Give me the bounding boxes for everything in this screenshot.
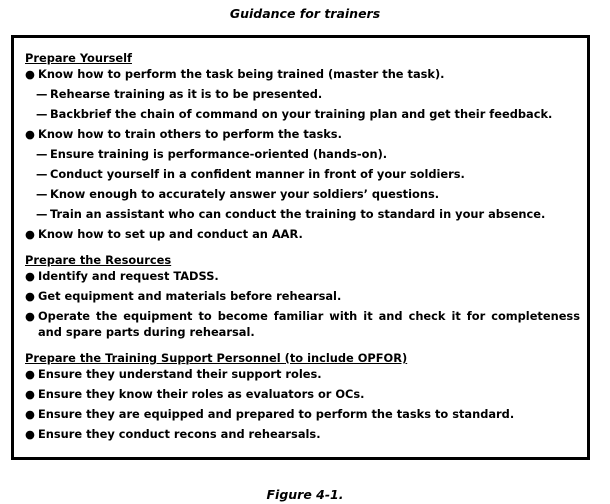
section-heading-text: Prepare Yourself bbox=[25, 51, 132, 65]
bullet-item bbox=[25, 386, 580, 406]
dash-marker: — bbox=[36, 87, 48, 101]
item-text: Get equipment and materials before rehearsal. bbox=[38, 289, 342, 303]
item-text: Rehearse training as it is to be presented. bbox=[50, 87, 323, 101]
item-text: Know how to train others to perform the tasks. bbox=[38, 127, 342, 141]
item-text: Know how to perform the task being trained (master the task). bbox=[38, 67, 445, 81]
bullet-item bbox=[25, 66, 580, 86]
item-text: Know how to set up and conduct an AAR. bbox=[38, 227, 303, 241]
sub-item bbox=[25, 186, 580, 206]
item-text: Ensure they are equipped and prepared to perform the tasks to standard. bbox=[38, 407, 515, 421]
item-text: Ensure they understand their support roles. bbox=[38, 367, 322, 381]
bullet-marker: ● bbox=[25, 309, 35, 323]
bullet-item bbox=[25, 308, 580, 344]
section-heading bbox=[25, 50, 580, 66]
item-text: Conduct yourself in a confident manner in front of your soldiers. bbox=[50, 167, 465, 181]
bullet-item bbox=[25, 288, 580, 308]
bullet-item bbox=[25, 268, 580, 288]
item-text: Ensure they conduct recons and rehearsals. bbox=[38, 427, 321, 441]
bullet-marker: ● bbox=[25, 289, 35, 303]
sub-item bbox=[25, 166, 580, 186]
bullet-item bbox=[25, 366, 580, 386]
item-text: Train an assistant who can conduct the training to standard in your absence. bbox=[50, 207, 546, 221]
bullet-marker: ● bbox=[25, 269, 35, 283]
document-title: Guidance for trainers bbox=[229, 6, 381, 21]
guidance-content bbox=[25, 50, 580, 446]
section-heading-text: Prepare the Resources bbox=[25, 253, 172, 267]
figure-caption: Figure 4-1. bbox=[266, 487, 344, 502]
item-text: Operate the equipment to become familiar with it and check it for completeness and spare parts during rehearsal. bbox=[38, 309, 580, 339]
bullet-item bbox=[25, 426, 580, 446]
bullet-item bbox=[25, 126, 580, 146]
section-heading bbox=[25, 252, 580, 268]
dash-marker: — bbox=[36, 107, 48, 121]
bullet-marker: ● bbox=[25, 227, 35, 241]
item-text: Ensure they know their roles as evaluators or OCs. bbox=[38, 387, 365, 401]
dash-marker: — bbox=[36, 207, 48, 221]
bullet-marker: ● bbox=[25, 127, 35, 141]
item-text: Ensure training is performance-oriented (hands-on). bbox=[50, 147, 388, 161]
section-heading-suffix: (to include OPFOR) bbox=[284, 351, 408, 365]
sub-item bbox=[25, 106, 580, 126]
sub-item bbox=[25, 206, 580, 226]
item-text: Know enough to accurately answer your soldiers’ questions. bbox=[50, 187, 440, 201]
section-heading bbox=[25, 350, 580, 366]
item-text: Backbrief the chain of command on your training plan and get their feedback. bbox=[50, 107, 553, 121]
dash-marker: — bbox=[36, 187, 48, 201]
guidance-box bbox=[11, 35, 590, 460]
section-heading-text: Prepare the Training Support Personnel bbox=[25, 351, 285, 365]
dash-marker: — bbox=[36, 167, 48, 181]
sub-item bbox=[25, 86, 580, 106]
bullet-marker: ● bbox=[25, 427, 35, 441]
bullet-item bbox=[25, 406, 580, 426]
bullet-marker: ● bbox=[25, 67, 35, 81]
sub-item bbox=[25, 146, 580, 166]
item-text: Identify and request TADSS. bbox=[38, 269, 219, 283]
bullet-marker: ● bbox=[25, 367, 35, 381]
dash-marker: — bbox=[36, 147, 48, 161]
bullet-item bbox=[25, 226, 580, 246]
bullet-marker: ● bbox=[25, 387, 35, 401]
bullet-marker: ● bbox=[25, 407, 35, 421]
